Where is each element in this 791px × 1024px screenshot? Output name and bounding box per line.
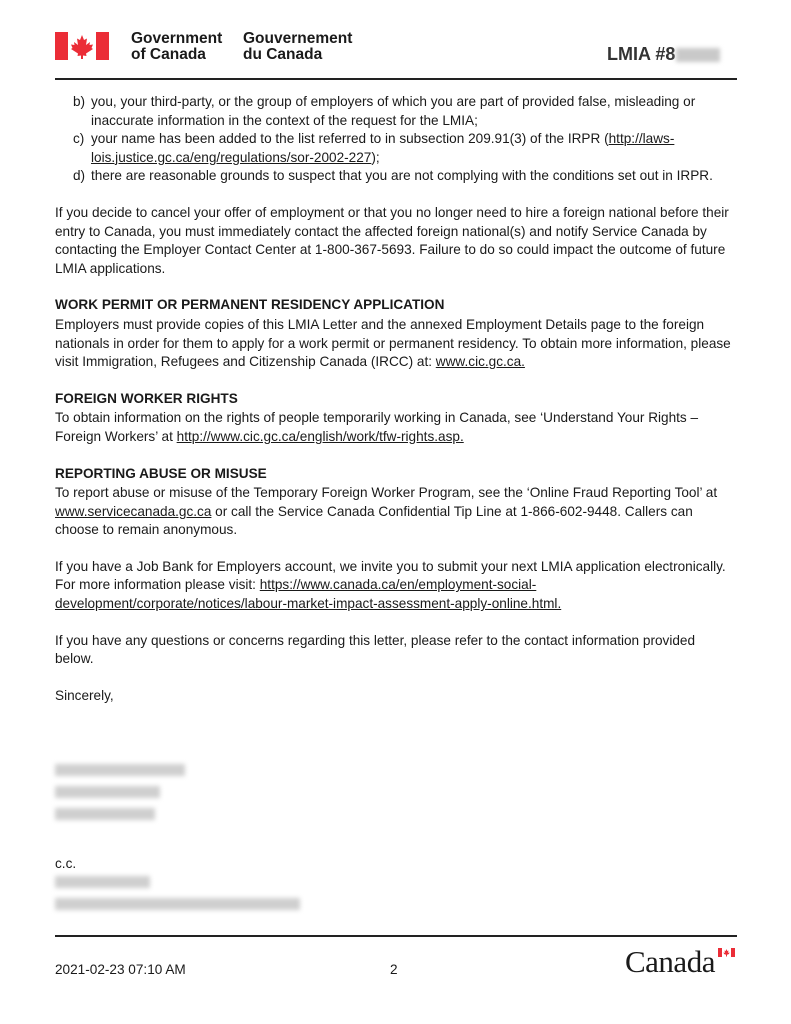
worker-rights-heading: FOREIGN WORKER RIGHTS: [55, 390, 238, 406]
list-item: d) there are reasonable grounds to suspect that you are not complying with the conditions set out in IRPR.: [73, 168, 713, 184]
footer-timestamp: 2021-02-23 07:10 AM: [55, 962, 186, 977]
letter-header: [0, 0, 791, 80]
abuse-section: REPORTING ABUSE OR MISUSE To report abuse or misuse of the Temporary Foreign Worker Program, see the ‘Online Fraud Reporting Tool’ at www.servicecanada.gc.ca or call the Service Canada Confidential Tip Line at 1-866-602-9448. Callers can choose to remain anonymous.: [55, 465, 737, 540]
canada-wordmark-flag-icon: [718, 948, 735, 957]
page-number: 2: [390, 962, 398, 977]
canada-flag-icon: [55, 32, 109, 60]
header-divider: [55, 78, 737, 80]
cancel-offer-paragraph: If you decide to cancel your offer of employment or that you no longer need to hire a foreign national before their entry to Canada, you must immediately contact the affected foreign national(s) and notify Service Canada by contacting the Employer Contact Center at 1-800-367-5693. Failure to do so could impact the outcome of future LMIA applications.: [55, 204, 729, 276]
service-canada-link[interactable]: www.servicecanada.gc.ca: [55, 503, 212, 519]
abuse-heading: REPORTING ABUSE OR MISUSE: [55, 465, 267, 481]
lmia-number: LMIA #8: [607, 44, 720, 65]
apply-online-link[interactable]: https://www.canada.ca/en/employment-social-development/corporate/notices/labour-market-impact-assessment-apply-online.html.: [55, 577, 562, 612]
conditions-list: [55, 93, 737, 186]
government-of-canada-label: Government of Canada: [131, 30, 223, 63]
closing: Sincerely,: [55, 687, 114, 703]
redacted-cc-block: [55, 876, 300, 920]
list-item: b) you, your third-party, or the group of employers of which you are part of provided false, misleading or inaccurate information in the context of the request for the LMIA;: [73, 94, 696, 128]
list-item: c) your name has been added to the list referred to in subsection 209.91(3) of the IRPR (http://laws-lois.justice.gc.ca/eng/regulations/sor-2002-227);: [73, 131, 675, 165]
letter-body: [55, 93, 737, 723]
work-permit-section: WORK PERMIT OR PERMANENT RESIDENCY APPLICATION Employers must provide copies of this LMIA Letter and the annexed Employment Details page to the foreign nationals in order for them to apply for a work permit or permanent residency. To obtain more information, please visit Immigration, Refugees and Citizenship Canada (IRCC) at: www.cic.gc.ca.: [55, 296, 737, 371]
gouvernement-du-canada-label: Gouvernement du Canada: [243, 30, 353, 63]
redacted-number: [676, 48, 720, 62]
redacted-signature-block: [55, 764, 185, 830]
worker-rights-section: FOREIGN WORKER RIGHTS To obtain information on the rights of people temporarily working in Canada, see ‘Understand Your Rights – Foreign Workers’ at http://www.cic.gc.ca/english/work/tfw-rights.asp.: [55, 390, 737, 447]
questions-paragraph: If you have any questions or concerns regarding this letter, please refer to the contact information provided below.: [55, 632, 696, 667]
job-bank-paragraph: If you have a Job Bank for Employers account, we invite you to submit your next LMIA application electronically. For more information please visit: https://www.canada.ca/en/employment-social-development/corporate/notices/labour-market-impact-assessment-apply-online.html.: [55, 558, 726, 612]
canada-wordmark: Canada: [625, 944, 715, 979]
footer-divider: [55, 935, 737, 937]
work-permit-heading: WORK PERMIT OR PERMANENT RESIDENCY APPLICATION: [55, 297, 445, 313]
cic-link[interactable]: www.cic.gc.ca.: [435, 354, 525, 370]
tfw-rights-link[interactable]: http://www.cic.gc.ca/english/work/tfw-rights.asp.: [176, 428, 464, 444]
irpr-regulations-link[interactable]: http://laws-lois.justice.gc.ca/eng/regulations/sor-2002-227: [91, 131, 675, 165]
cc-label: c.c.: [55, 856, 77, 871]
